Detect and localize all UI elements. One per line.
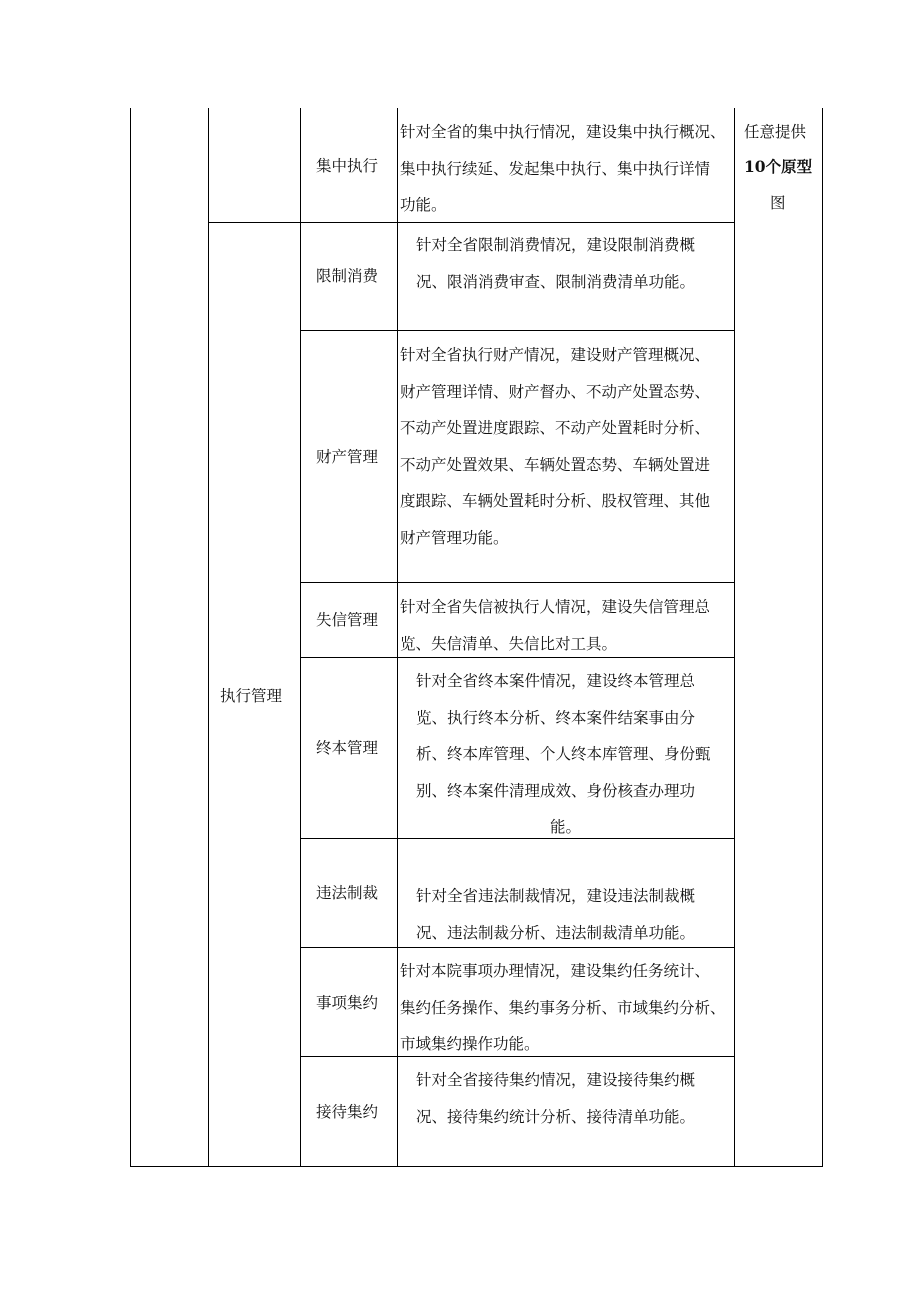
desc-line: 针对全省终本案件情况，建设终本管理总: [416, 672, 696, 690]
row-desc-xianzhi: [416, 227, 695, 300]
row-desc-zhongben: [416, 663, 711, 846]
row-name-jizhong: 集中执行: [316, 157, 379, 175]
row-name-shixiang: 事项集约: [316, 994, 379, 1012]
row-desc-caichan: [400, 337, 710, 556]
col-line-2: [208, 108, 209, 1167]
col-line-5: [734, 108, 735, 1167]
col-line-4: [397, 108, 398, 1167]
section-label: 执行管理: [220, 687, 283, 705]
desc-line: 针对全省违法制裁情况，建设违法制裁概: [416, 887, 696, 905]
desc-line: 不动产处置进度跟踪、不动产处置耗时分析、: [400, 419, 711, 437]
col-line-3: [300, 108, 301, 1167]
desc-line: 集中执行续延、发起集中执行、集中执行详情: [400, 159, 711, 178]
row-name-zhongben: 终本管理: [316, 739, 379, 757]
note-line-2: 10个原型: [744, 157, 813, 176]
desc-line: 况、违法制裁分析、违法制裁清单功能。: [416, 923, 696, 942]
desc-line: 能。: [550, 818, 582, 836]
note-line-3: 图: [770, 194, 786, 212]
row-desc-shixiang: [400, 953, 726, 1063]
desc-line: 不动产处置效果、车辆处置态势、车辆处置进: [400, 455, 711, 474]
row-line-2: [300, 330, 735, 331]
row-desc-weifa: [416, 878, 695, 951]
table-bottom-line: [130, 1166, 823, 1167]
row-desc-jizhong: [400, 114, 726, 224]
desc-line: 市域集约操作功能。: [400, 1035, 540, 1053]
row-desc-jiedai: [416, 1062, 695, 1135]
desc-line: 针对全省失信被执行人情况，建设失信管理总: [400, 598, 711, 616]
desc-line: 财产管理功能。: [400, 528, 509, 547]
row-name-caichan: 财产管理: [316, 448, 379, 466]
note-line-1: 任意提供: [744, 123, 807, 141]
desc-line: 览、失信清单、失信比对工具。: [400, 634, 618, 653]
desc-line: 财产管理详情、财产督办、不动产处置态势、: [400, 382, 711, 401]
desc-line: 集约任务操作、集约事务分析、市域集约分析、: [400, 998, 726, 1017]
row-name-weifa: 违法制裁: [316, 884, 379, 902]
row-name-xianzhi: 限制消费: [316, 267, 379, 285]
desc-line: 功能。: [400, 196, 447, 214]
desc-line: 针对本院事项办理情况，建设集约任务统计、: [400, 962, 711, 980]
col-line-6: [822, 108, 823, 1167]
row-name-shixin: 失信管理: [316, 611, 379, 629]
desc-line: 况、接待集约统计分析、接待清单功能。: [416, 1107, 696, 1126]
row-line-3: [300, 582, 735, 583]
desc-line: 览、执行终本分析、终本案件结案事由分: [416, 708, 696, 727]
desc-line: 况、限消消费审查、限制消费清单功能。: [416, 272, 696, 291]
desc-line: 度跟踪、车辆处置耗时分析、股权管理、其他: [400, 492, 711, 510]
row-desc-shixin: [400, 589, 710, 662]
desc-line: 针对全省执行财产情况，建设财产管理概况、: [400, 346, 711, 364]
desc-line: 针对全省接待集约情况，建设接待集约概: [416, 1071, 696, 1089]
desc-line: 针对全省限制消费情况，建设限制消费概: [416, 236, 696, 254]
desc-line: 析、终本库管理、个人终本库管理、身份甄: [416, 745, 711, 763]
desc-line: 针对全省的集中执行情况，建设集中执行概况、: [400, 123, 726, 141]
desc-line: 别、终本案件清理成效、身份核查办理功: [416, 781, 696, 800]
col-line-1: [130, 108, 131, 1167]
row-name-jiedai: 接待集约: [316, 1103, 379, 1121]
